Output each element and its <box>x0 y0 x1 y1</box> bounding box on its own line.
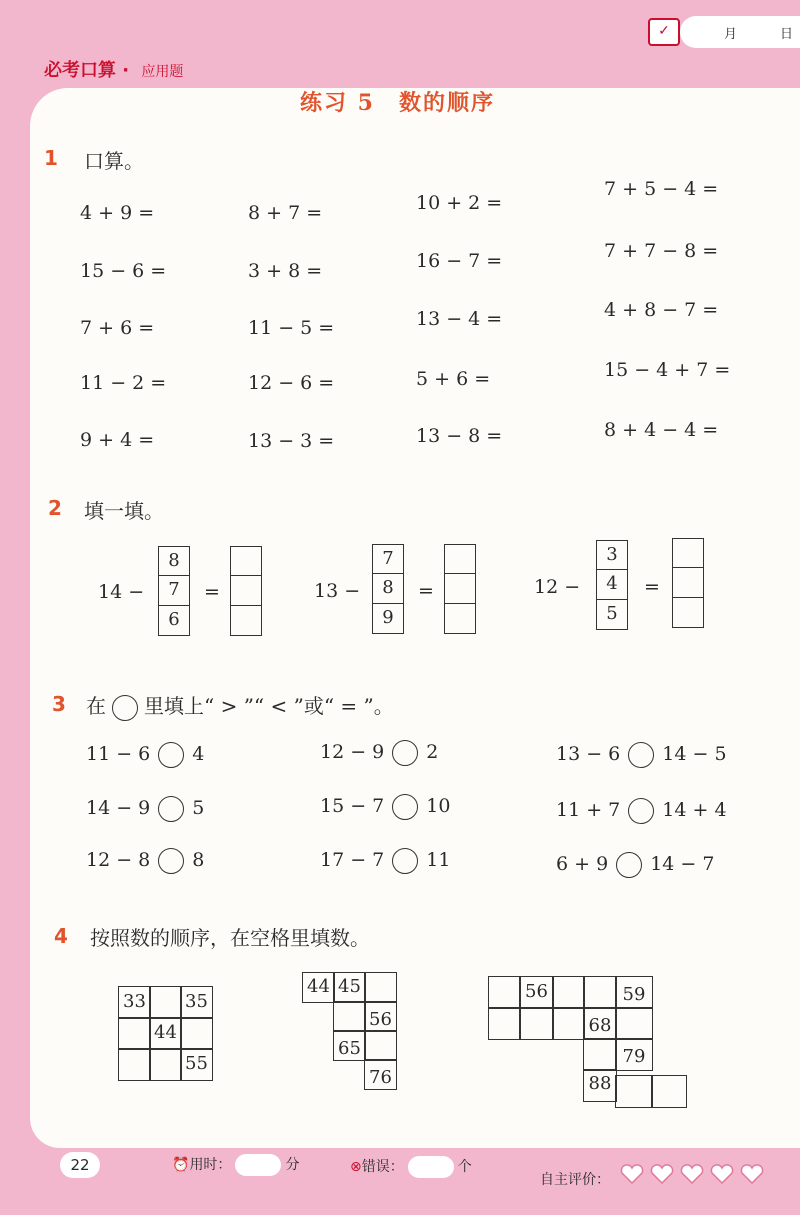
compare-left: 17 − 7 <box>320 849 385 871</box>
equation: 11 − 5 = <box>248 317 335 339</box>
error-input[interactable] <box>408 1156 454 1178</box>
comparison-item <box>320 848 450 874</box>
time-label: 用时： <box>189 1157 232 1173</box>
answer-box[interactable] <box>444 604 476 634</box>
compare-circle[interactable] <box>392 740 418 766</box>
grid-blank[interactable] <box>149 986 182 1019</box>
compare-circle[interactable] <box>158 796 184 822</box>
compare-right: 8 <box>192 849 205 871</box>
compare-left: 15 − 7 <box>320 795 385 817</box>
comparison-item <box>320 740 438 766</box>
compare-circle[interactable] <box>158 742 184 768</box>
comparison-item <box>556 742 727 768</box>
grid-cell: 44 <box>149 1017 182 1050</box>
brand-text: 必考口算 <box>44 60 116 81</box>
equation: 9 + 4 = <box>80 429 155 451</box>
time-used <box>172 1154 299 1176</box>
comparison-item <box>86 848 204 874</box>
brand-dot: · <box>122 60 130 81</box>
number-stack <box>596 540 628 630</box>
grid-cell: 68 <box>583 1007 617 1040</box>
compare-left: 11 − 6 <box>86 743 151 765</box>
grid-blank[interactable] <box>651 1075 687 1108</box>
question-number-1: 1 <box>44 146 58 170</box>
answer-box[interactable] <box>230 576 262 606</box>
compare-right: 5 <box>192 797 205 819</box>
calendar-check-icon: ✓ <box>648 18 680 46</box>
equation: 4 + 9 = <box>80 202 155 224</box>
compare-right: 14 + 4 <box>662 799 727 821</box>
compare-left: 14 − 9 <box>86 797 151 819</box>
grid-cell: 79 <box>615 1038 653 1071</box>
error-label: 错误： <box>361 1159 404 1175</box>
equation: 5 + 6 = <box>416 368 491 390</box>
eval-label: 自主评价： <box>540 1172 610 1188</box>
clock-icon: ⏰ <box>172 1157 190 1173</box>
grid-cell: 56 <box>519 976 554 1009</box>
equation: 10 + 2 = <box>416 192 503 214</box>
grid-blank[interactable] <box>488 976 521 1009</box>
heart-icon[interactable] <box>740 1164 764 1184</box>
stack-value: 8 <box>372 574 404 604</box>
self-evaluation <box>540 1164 764 1189</box>
error-icon: ⊗ <box>350 1159 362 1175</box>
time-unit: 分 <box>285 1157 300 1173</box>
error-count <box>350 1156 472 1178</box>
answer-stack <box>672 538 704 628</box>
equation: 13 − 3 = <box>248 430 335 452</box>
grid-cell: 76 <box>364 1059 397 1090</box>
number-stack <box>158 546 190 636</box>
compare-circle[interactable] <box>158 848 184 874</box>
equation: 11 − 2 = <box>80 372 167 394</box>
stack-value: 7 <box>372 544 404 574</box>
equation: 7 + 6 = <box>80 317 155 339</box>
compare-circle[interactable] <box>628 798 654 824</box>
grid-cell: 35 <box>180 986 213 1019</box>
equation: 15 − 4 + 7 = <box>604 359 731 381</box>
equation: 4 + 8 − 7 = <box>604 299 719 321</box>
grid-blank[interactable] <box>552 976 585 1009</box>
grid-blank[interactable] <box>364 1030 397 1061</box>
number-stack <box>372 544 404 634</box>
stack-value: 4 <box>596 570 628 600</box>
equation: 8 + 4 − 4 = <box>604 419 719 441</box>
grid-cell: 65 <box>333 1030 366 1061</box>
grid-blank[interactable] <box>615 1007 653 1040</box>
number-grid-2 <box>302 972 402 1102</box>
stack-value: 5 <box>596 600 628 630</box>
compare-right: 11 <box>426 849 451 871</box>
grid-blank[interactable] <box>149 1048 182 1081</box>
grid-cell: 45 <box>333 972 366 1003</box>
answer-stack <box>444 544 476 634</box>
fill-lhs: 14 − <box>98 581 145 603</box>
grid-blank[interactable] <box>583 976 617 1009</box>
comparison-item <box>86 742 204 768</box>
date-field <box>680 16 800 48</box>
heart-icon[interactable] <box>710 1164 734 1184</box>
question-text-part: 在 <box>86 694 106 718</box>
equation: 7 + 5 − 4 = <box>604 178 719 200</box>
grid-cell: 59 <box>615 976 653 1009</box>
grid-blank[interactable] <box>364 972 397 1003</box>
answer-box[interactable] <box>230 606 262 636</box>
answer-box[interactable] <box>444 544 476 574</box>
day-label: 日 <box>780 27 794 42</box>
page-title: 练习 5 数的顺序 <box>300 90 495 116</box>
time-input[interactable] <box>235 1154 281 1176</box>
brand-subtitle: 应用题 <box>141 64 184 80</box>
grid-blank[interactable] <box>333 1001 366 1032</box>
answer-box[interactable] <box>672 598 704 628</box>
question-text-4: 按照数的顺序，在空格里填数。 <box>90 926 370 950</box>
heart-icon[interactable] <box>650 1164 674 1184</box>
comparison-item <box>86 796 204 822</box>
grid-blank[interactable] <box>118 1048 151 1081</box>
question-text-3 <box>86 690 394 721</box>
grid-blank[interactable] <box>118 1017 151 1050</box>
compare-right: 4 <box>192 743 205 765</box>
grid-blank[interactable] <box>488 1007 521 1040</box>
error-unit: 个 <box>457 1159 472 1175</box>
stack-value: 9 <box>372 604 404 634</box>
equation: 15 − 6 = <box>80 260 167 282</box>
question-text-1: 口算。 <box>84 149 144 173</box>
compare-left: 12 − 8 <box>86 849 151 871</box>
heart-icon[interactable] <box>620 1164 644 1184</box>
equation: 16 − 7 = <box>416 250 503 272</box>
fill-lhs: 13 − <box>314 580 361 602</box>
month-label: 月 <box>724 27 738 42</box>
compare-left: 13 − 6 <box>556 743 621 765</box>
equation: 13 − 8 = <box>416 425 503 447</box>
stack-value: 6 <box>158 606 190 636</box>
answer-box[interactable] <box>230 546 262 576</box>
grid-cell: 88 <box>583 1069 617 1102</box>
fill-lhs: 12 − <box>534 576 581 598</box>
stack-value: 3 <box>596 540 628 570</box>
answer-stack <box>230 546 262 636</box>
page-number: 22 <box>60 1152 100 1178</box>
header-brand <box>44 56 183 82</box>
grid-blank[interactable] <box>180 1017 213 1050</box>
grid-cell: 44 <box>302 972 335 1003</box>
circle-icon <box>112 695 138 721</box>
compare-left: 12 − 9 <box>320 741 385 763</box>
number-grid-1 <box>118 986 214 1082</box>
compare-circle[interactable] <box>628 742 654 768</box>
grid-blank[interactable] <box>583 1038 617 1071</box>
grid-blank[interactable] <box>519 1007 554 1040</box>
comparison-item <box>556 798 727 824</box>
number-grid-3 <box>488 976 698 1111</box>
question-number-2: 2 <box>48 496 62 520</box>
heart-icon[interactable] <box>680 1164 704 1184</box>
compare-circle[interactable] <box>616 852 642 878</box>
compare-circle[interactable] <box>392 794 418 820</box>
equation: 12 − 6 = <box>248 372 335 394</box>
compare-left: 6 + 9 <box>556 853 609 875</box>
question-number-4: 4 <box>54 924 68 948</box>
compare-right: 10 <box>426 795 451 817</box>
question-text-2: 填一填。 <box>84 499 164 523</box>
equation: 7 + 7 − 8 = <box>604 240 719 262</box>
stack-value: 7 <box>158 576 190 606</box>
compare-right: 2 <box>426 741 439 763</box>
equals-sign: = <box>644 576 660 598</box>
stack-value: 8 <box>158 546 190 576</box>
grid-blank[interactable] <box>552 1007 585 1040</box>
compare-left: 11 + 7 <box>556 799 621 821</box>
compare-circle[interactable] <box>392 848 418 874</box>
grid-cell: 56 <box>364 1001 397 1032</box>
equation: 3 + 8 = <box>248 260 323 282</box>
answer-box[interactable] <box>672 568 704 598</box>
equals-sign: = <box>418 580 434 602</box>
question-number-3: 3 <box>52 692 66 716</box>
compare-right: 14 − 7 <box>650 853 715 875</box>
grid-cell: 33 <box>118 986 151 1019</box>
comparison-item <box>556 852 714 878</box>
equation: 8 + 7 = <box>248 202 323 224</box>
comparison-item <box>320 794 450 820</box>
question-text-part: 里填上“ > ”“ < ”或“ = ”。 <box>144 694 394 718</box>
grid-blank[interactable] <box>615 1075 653 1108</box>
equals-sign: = <box>204 581 220 603</box>
answer-box[interactable] <box>672 538 704 568</box>
compare-right: 14 − 5 <box>662 743 727 765</box>
equation: 13 − 4 = <box>416 308 503 330</box>
grid-cell: 55 <box>180 1048 213 1081</box>
answer-box[interactable] <box>444 574 476 604</box>
